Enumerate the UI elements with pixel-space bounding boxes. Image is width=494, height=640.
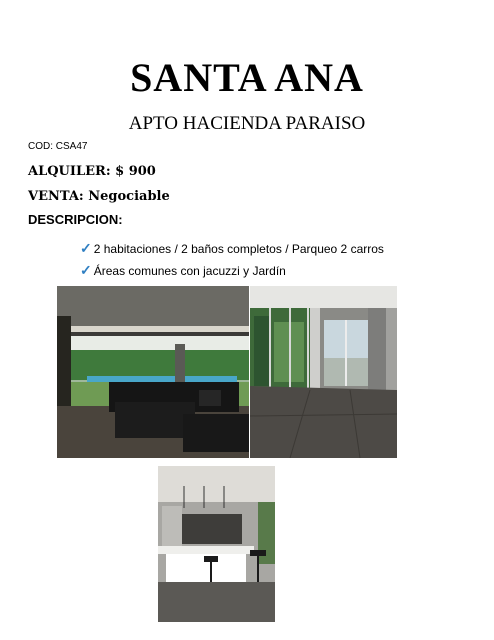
description-heading: DESCRIPCION: [28,212,123,227]
living-room-photo [57,286,249,458]
kitchen-photo [158,466,275,622]
feature-item [80,262,286,279]
checkmark-icon: ✓ [80,240,92,256]
sale-price: VENTA: Negociable [28,189,170,204]
feature-item [80,240,384,257]
page-subtitle: APTO HACIENDA PARAISO [128,113,366,134]
rent-price: ALQUILER: $ 900 [28,164,156,179]
feature-text: Áreas comunes con jacuzzi y Jardín [93,263,286,278]
property-code: COD: CSA47 [28,141,88,152]
interior-windows-photo [250,286,397,458]
feature-text: 2 habitaciones / 2 baños completos / Parqueo 2 carros [93,241,384,256]
checkmark-icon: ✓ [80,262,92,278]
page-title: SANTA ANA [130,55,364,100]
